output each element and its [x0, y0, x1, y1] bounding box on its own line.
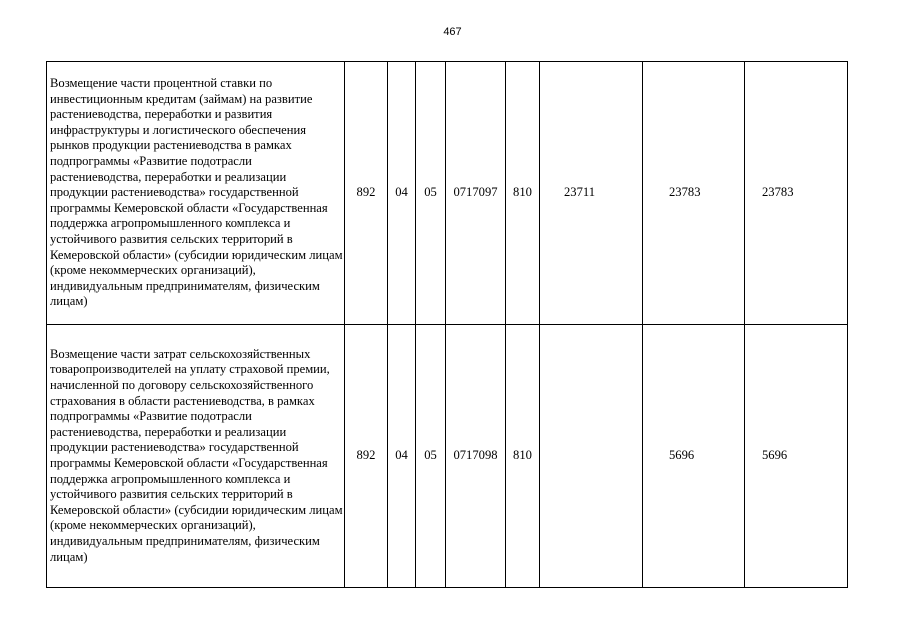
expense-description: Возмещение части затрат сельскохозяйственных товаропроизводителей на уплату страховой премии, начисленной по договору сельскохозяйственного страхования в области растениеводства, в рамках подпрограммы «Развитие подотрасли растениеводства, переработки и реализации продукции растениеводства» государственной программы Кемеровской области «Государственная поддержка агропромышленного комплекса и устойчивого развития сельских территорий в Кемеровской области» (субсидии юридическим лицам (кроме некоммерческих организаций), индивидуальным предпринимателям, физическим лицам) [47, 325, 345, 588]
subsection-code: 05 [416, 325, 446, 588]
expense-type-code: 810 [506, 62, 540, 325]
target-article-code: 0717097 [446, 62, 506, 325]
page-number: 467 [443, 26, 462, 38]
amount-year-2: 23783 [643, 62, 745, 325]
expense-description: Возмещение части процентной ставки по инвестиционным кредитам (займам) на развитие растениеводства, переработки и развития инфраструктуры и логистического обеспечения рынков продукции растениеводства в рамках подпрограммы «Развитие подотрасли растениеводства, переработки и реализации продукции растениеводства» государственной программы Кемеровской области «Государственная поддержка агропромышленного комплекса и устойчивого развития сельских территорий в Кемеровской области» (субсидии юридическим лицам (кроме некоммерческих организаций), индивидуальным предпринимателям, физическим лицам) [47, 62, 345, 325]
amount-year-3: 5696 [745, 325, 848, 588]
ministry-code: 892 [345, 62, 388, 325]
subsection-code: 05 [416, 62, 446, 325]
budget-table [46, 61, 848, 588]
table-row [47, 325, 848, 588]
amount-year-3: 23783 [745, 62, 848, 325]
target-article-code: 0717098 [446, 325, 506, 588]
table-row [47, 62, 848, 325]
ministry-code: 892 [345, 325, 388, 588]
amount-year-2: 5696 [643, 325, 745, 588]
expense-type-code: 810 [506, 325, 540, 588]
section-code: 04 [388, 62, 416, 325]
amount-year-1 [540, 325, 643, 588]
section-code: 04 [388, 325, 416, 588]
amount-year-1: 23711 [540, 62, 643, 325]
